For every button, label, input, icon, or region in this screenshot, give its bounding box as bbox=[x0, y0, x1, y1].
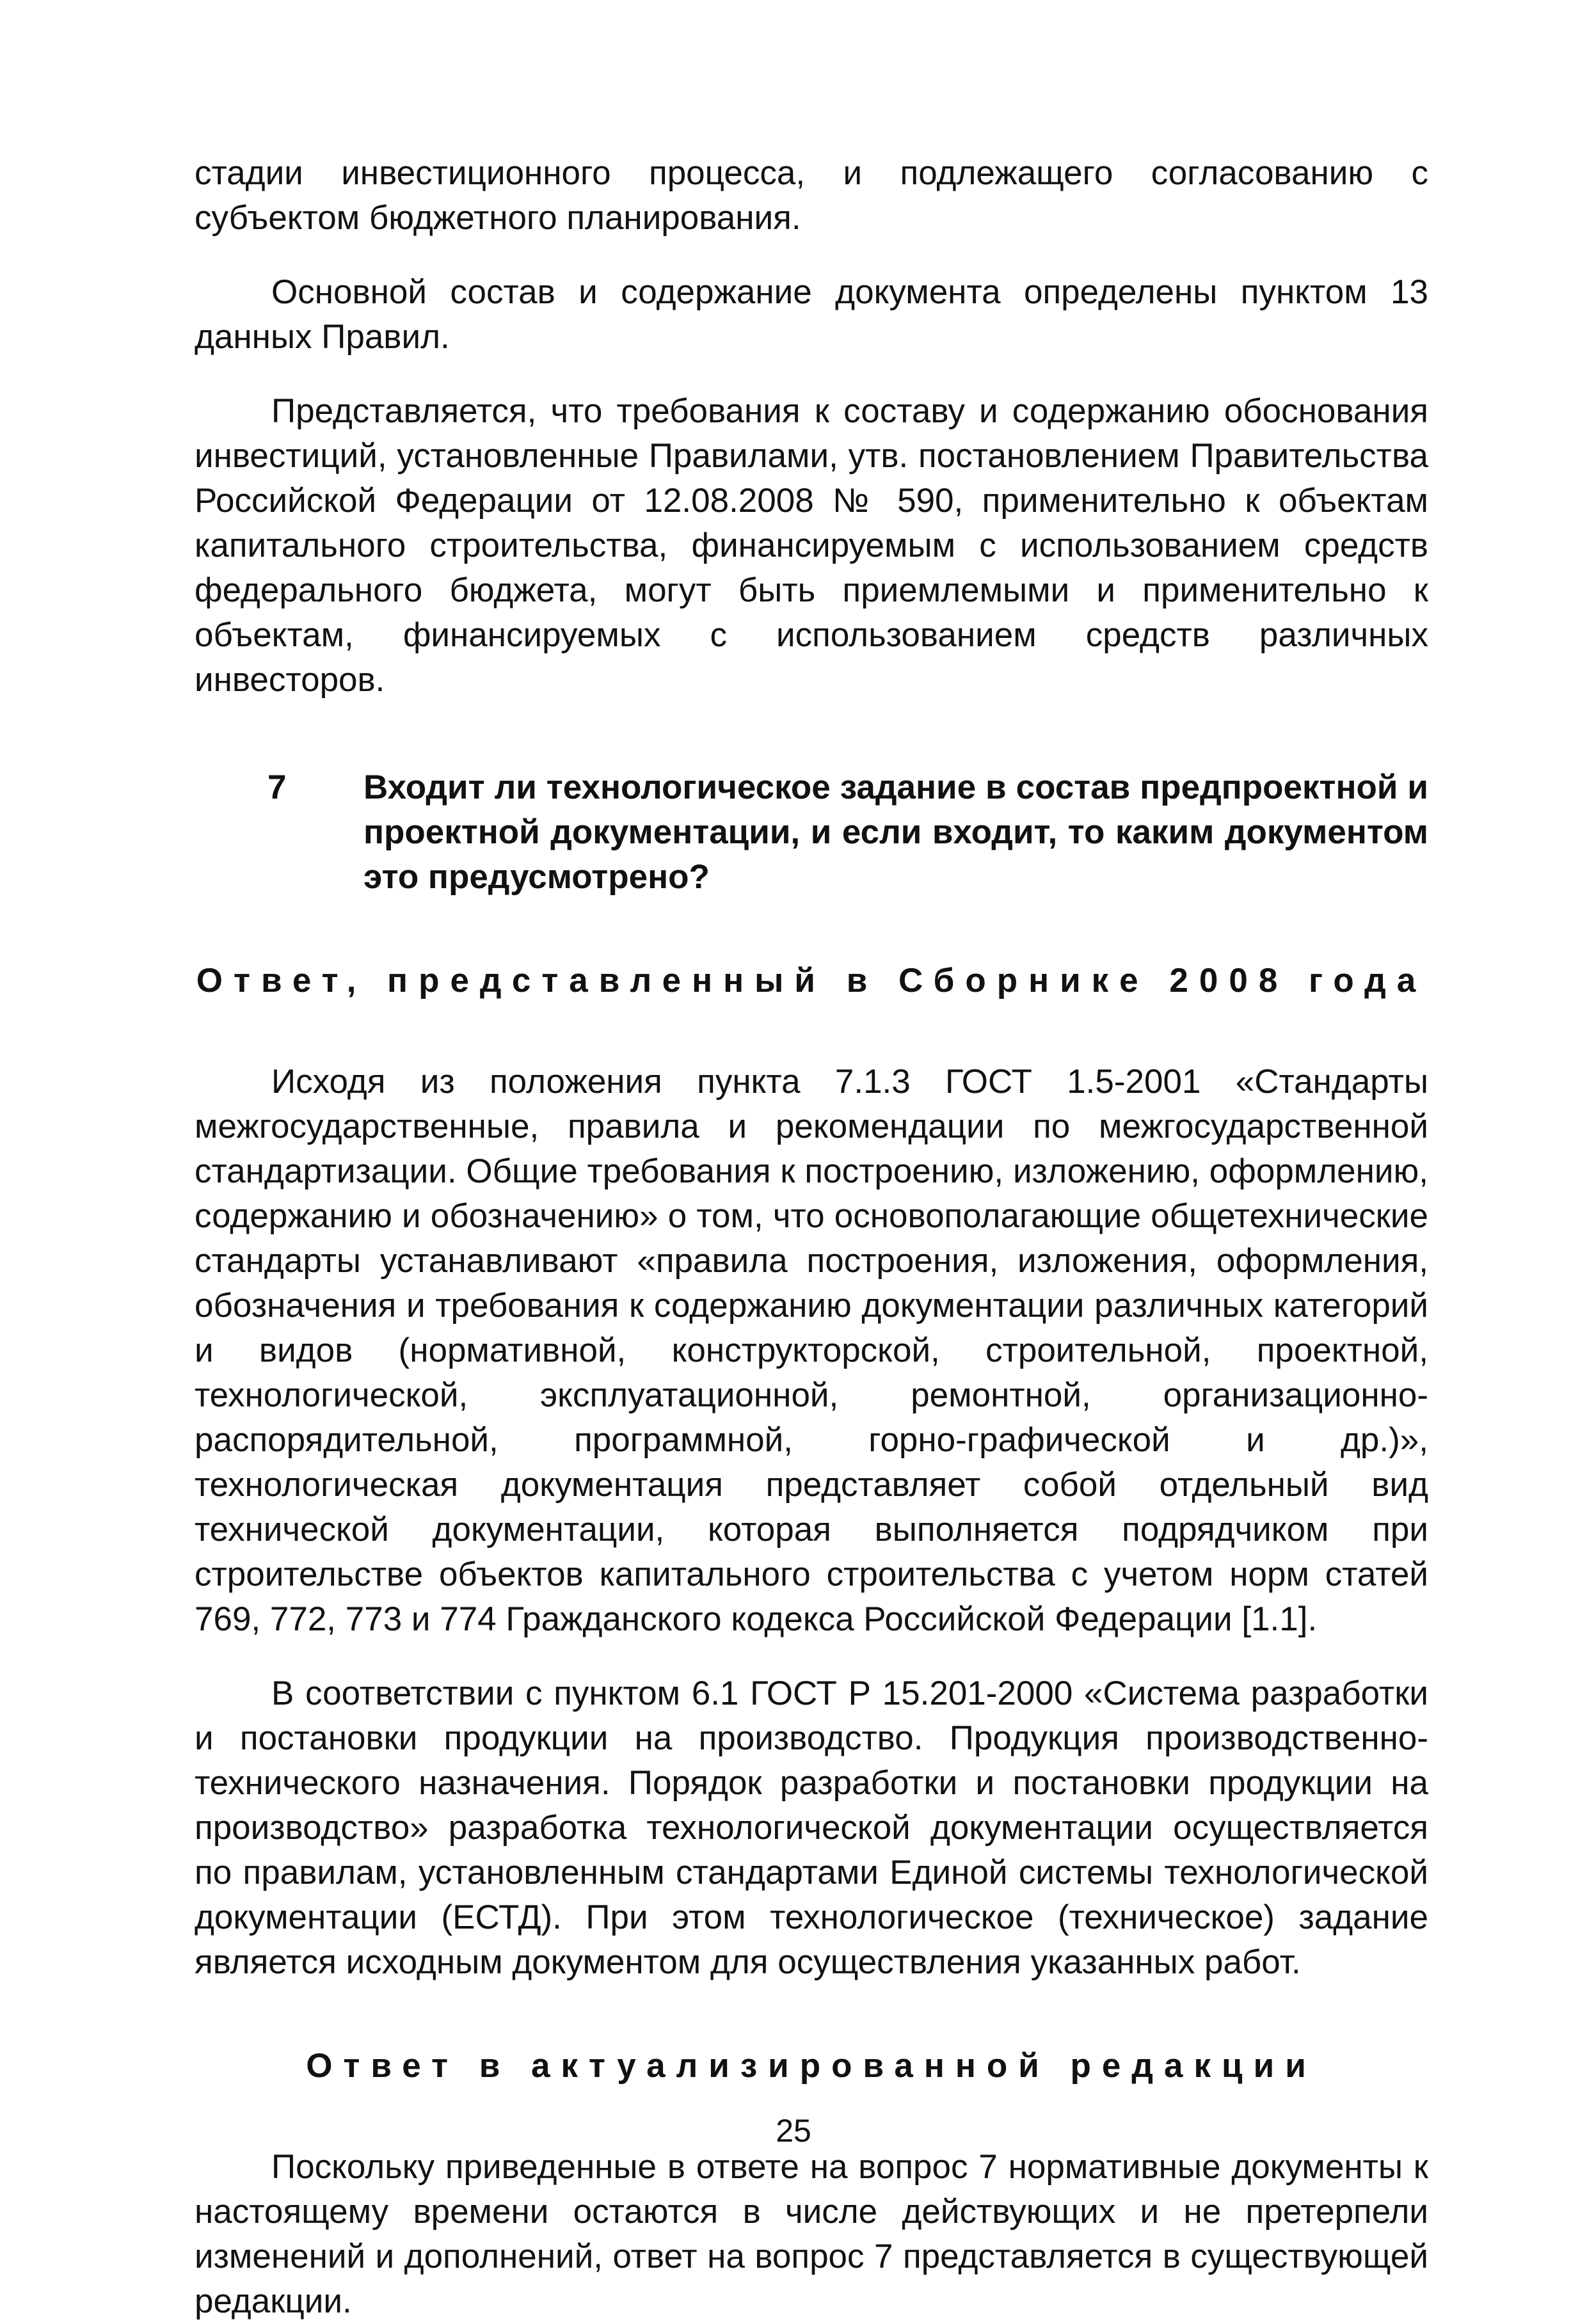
question-block bbox=[195, 765, 1428, 900]
page-number: 25 bbox=[776, 2113, 811, 2149]
answer-updated-heading: Ответ в актуализированной редакции bbox=[306, 2047, 1317, 2085]
question-text: Входит ли технологическое задание в состав предпроектной и проектной документации, и если входит, то каким документом это предусмотрено? bbox=[363, 768, 1428, 896]
answer-2008-paragraph: В соответствии с пунктом 6.1 ГОСТ Р 15.201-2000 «Система разработки и постановки продукции на производство. Продукция производственно-технического назначения. Порядок разработки и постановки продукции на производство» разработка технологической документации осуществляется по правилам, установленным стандартами Единой системы технологической документации (ЕСТД). При этом технологическое (техническое) задание является исходным документом для осуществления указанных работ. bbox=[195, 1675, 1428, 1981]
page-content bbox=[195, 151, 1428, 2324]
question-number: 7 bbox=[267, 768, 287, 806]
answer-updated-paragraph: Поскольку приведенные в ответе на вопрос 7 нормативные документы к настоящему времени остаются в числе действующих и не претерпели изменений и дополнений, ответ на вопрос 7 представляется в существующей редакции. bbox=[195, 2148, 1428, 2320]
intro-paragraph: Представляется, что требования к составу и содержанию обоснования инвестиций, установленные Правилами, утв. постановлением Правительства Российской Федерации от 12.08.2008 № 590, применительно к объектам капитального строительства, финансируемым с использованием средств федерального бюджета, могут быть приемлемыми и применительно к объектам, финансируемых с использованием средств различных инвесторов. bbox=[195, 392, 1428, 699]
intro-paragraph-continuation: стадии инвестиционного процесса, и подлежащего согласованию с субъектом бюджетного планирования. bbox=[195, 154, 1428, 237]
answer-2008-heading: Ответ, представленный в Сборнике 2008 года bbox=[196, 962, 1427, 999]
answer-2008-paragraph: Исходя из положения пункта 7.1.3 ГОСТ 1.5-2001 «Стандарты межгосударственные, правила и рекомендации по межгосударственной стандартизации. Общие требования к построению, изложению, оформлению, содержанию и обозначению» о том, что основополагающие общетехнические стандарты устанавливают «правила построения, изложения, оформления, обозначения и требования к содержанию документации различных категорий и видов (нормативной, конструкторской, строительной, проектной, технологической, эксплуатационной, ремонтной, организационно-распорядительной, программной, горно-графической и др.)», технологическая документация представляет собой отдельный вид технической документации, которая выполняется подрядчиком при строительстве объектов капитального строительства с учетом норм статей 769, 772, 773 и 774 Гражданского кодекса Российской Федерации [1.1]. bbox=[195, 1063, 1428, 1638]
intro-paragraph: Основной состав и содержание документа определены пунктом 13 данных Правил. bbox=[195, 273, 1428, 356]
